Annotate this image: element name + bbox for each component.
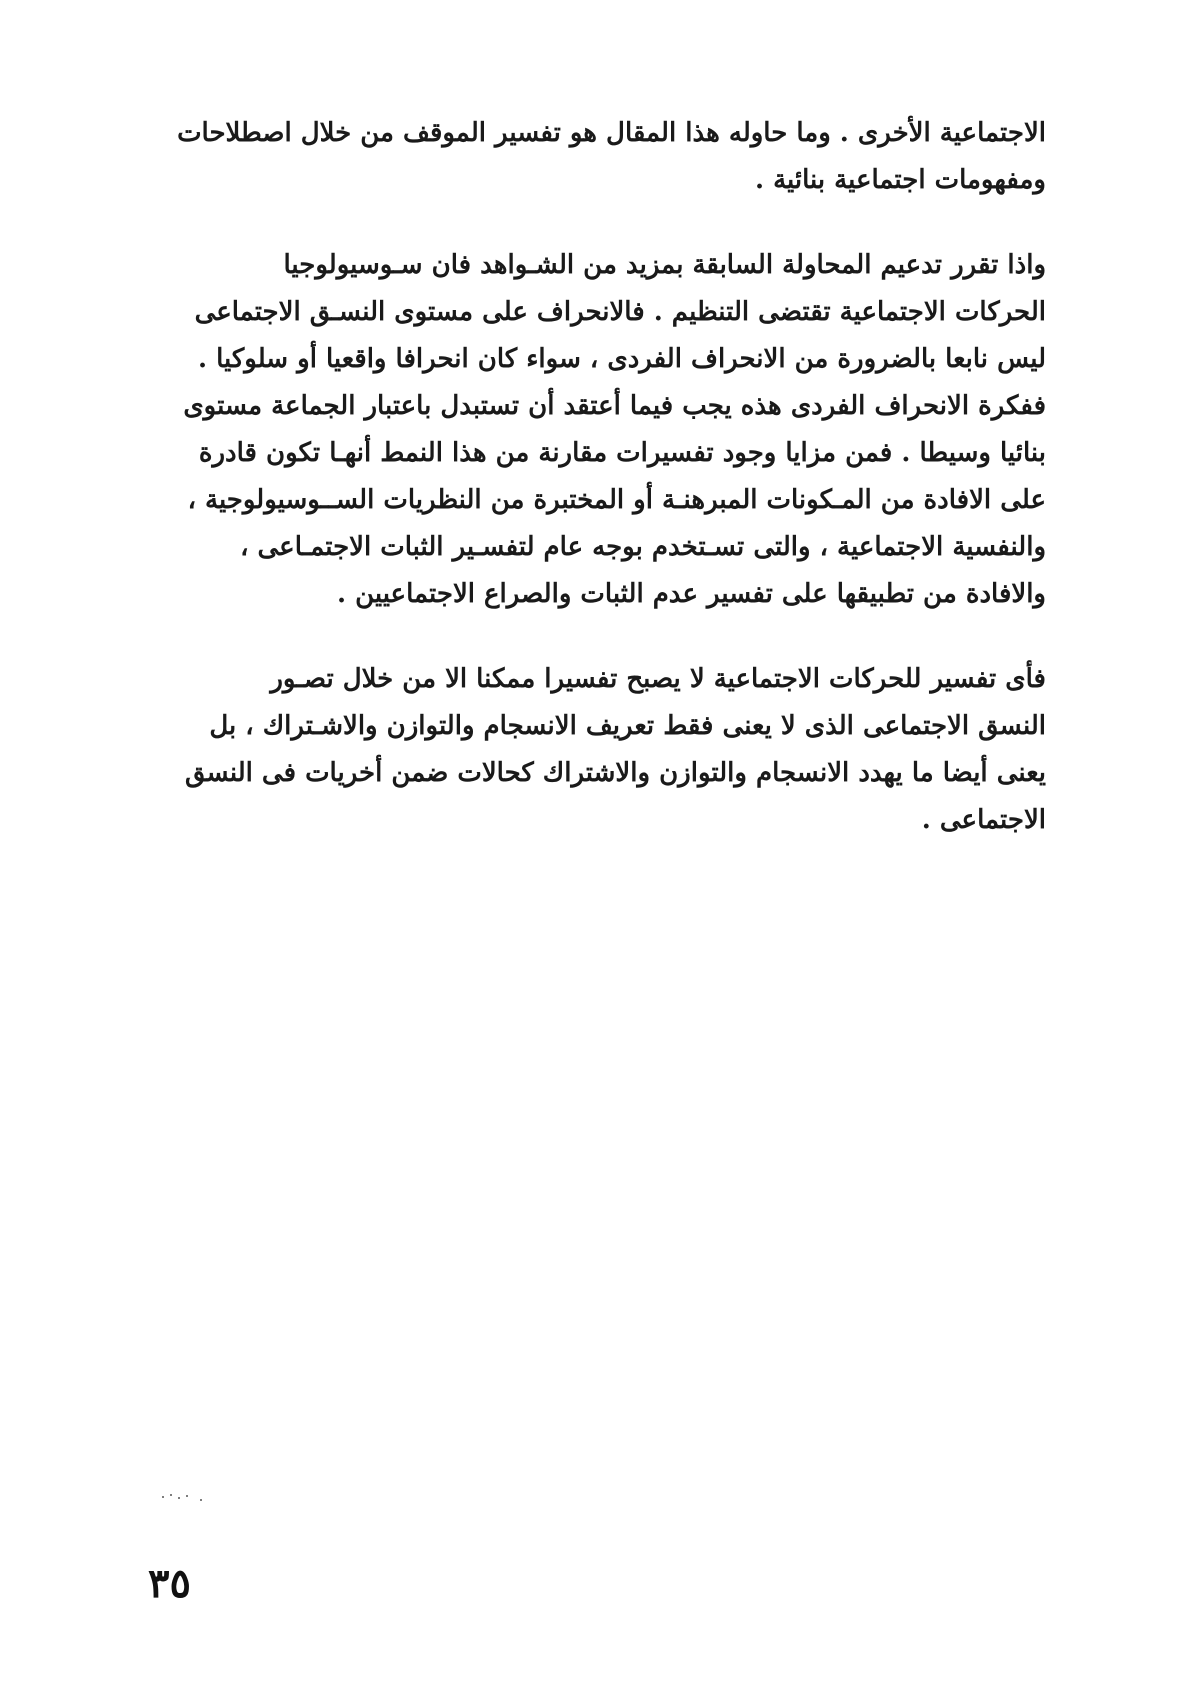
text-line: واذا تقرر تدعيم المحاولة السابقة بمزيد من الشـواهد فان سـوسيولوجيا xyxy=(283,250,1046,280)
text-line: ففكرة الانحراف الفردى هذه يجب فيما أعتقد أن تستبدل باعتبار الجماعة مستوى xyxy=(183,391,1046,421)
text-line: يعنى أيضا ما يهدد الانسجام والتوازن والاشتراك كحالات ضمن أخريات فى النسق xyxy=(185,758,1046,788)
text-line: الاجتماعى . xyxy=(921,805,1046,835)
speck xyxy=(186,1495,188,1497)
speck xyxy=(178,1497,180,1499)
scan-specks xyxy=(160,1490,220,1510)
text-line: النسق الاجتماعى الذى لا يعنى فقط تعريف الانسجام والتوازن والاشـتراك ، بل xyxy=(209,711,1046,741)
speck xyxy=(170,1494,172,1496)
text-line: والافادة من تطبيقها على تفسير عدم الثبات والصراع الاجتماعيين . xyxy=(336,579,1046,609)
paragraph-3 xyxy=(148,656,1046,844)
paragraph-2 xyxy=(148,242,1046,618)
page-number: ٣٥ xyxy=(148,1560,191,1607)
body-text xyxy=(148,110,1046,882)
text-line: بنائيا وسيطا . فمن مزايا وجود تفسيرات مقارنة من هذا النمط أنهـا تكون قادرة xyxy=(198,438,1046,468)
speck xyxy=(200,1499,202,1501)
text-line: فأى تفسير للحركات الاجتماعية لا يصبح تفسيرا ممكنا الا من خلال تصـور xyxy=(270,664,1046,694)
text-line: والنفسية الاجتماعية ، والتى تسـتخدم بوجه عام لتفسـير الثبات الاجتمـاعى ، xyxy=(240,532,1046,562)
text-line: الاجتماعية الأخرى . وما حاوله هذا المقال هو تفسير الموقف من خلال اصطلاحات xyxy=(177,118,1046,148)
paragraph-1 xyxy=(148,110,1046,204)
text-line: على الافادة من المـكونات المبرهنـة أو المختبرة من النظريات الســوسيولوجية ، xyxy=(187,485,1046,515)
text-line: ومفهومات اجتماعية بنائية . xyxy=(754,165,1046,195)
speck xyxy=(162,1496,164,1498)
text-line: ليس نابعا بالضرورة من الانحراف الفردى ، سواء كان انحرافا واقعيا أو سلوكيا . xyxy=(198,344,1046,374)
text-line: الحركات الاجتماعية تقتضى التنظيم . فالانحراف على مستوى النسـق الاجتماعى xyxy=(194,297,1046,327)
